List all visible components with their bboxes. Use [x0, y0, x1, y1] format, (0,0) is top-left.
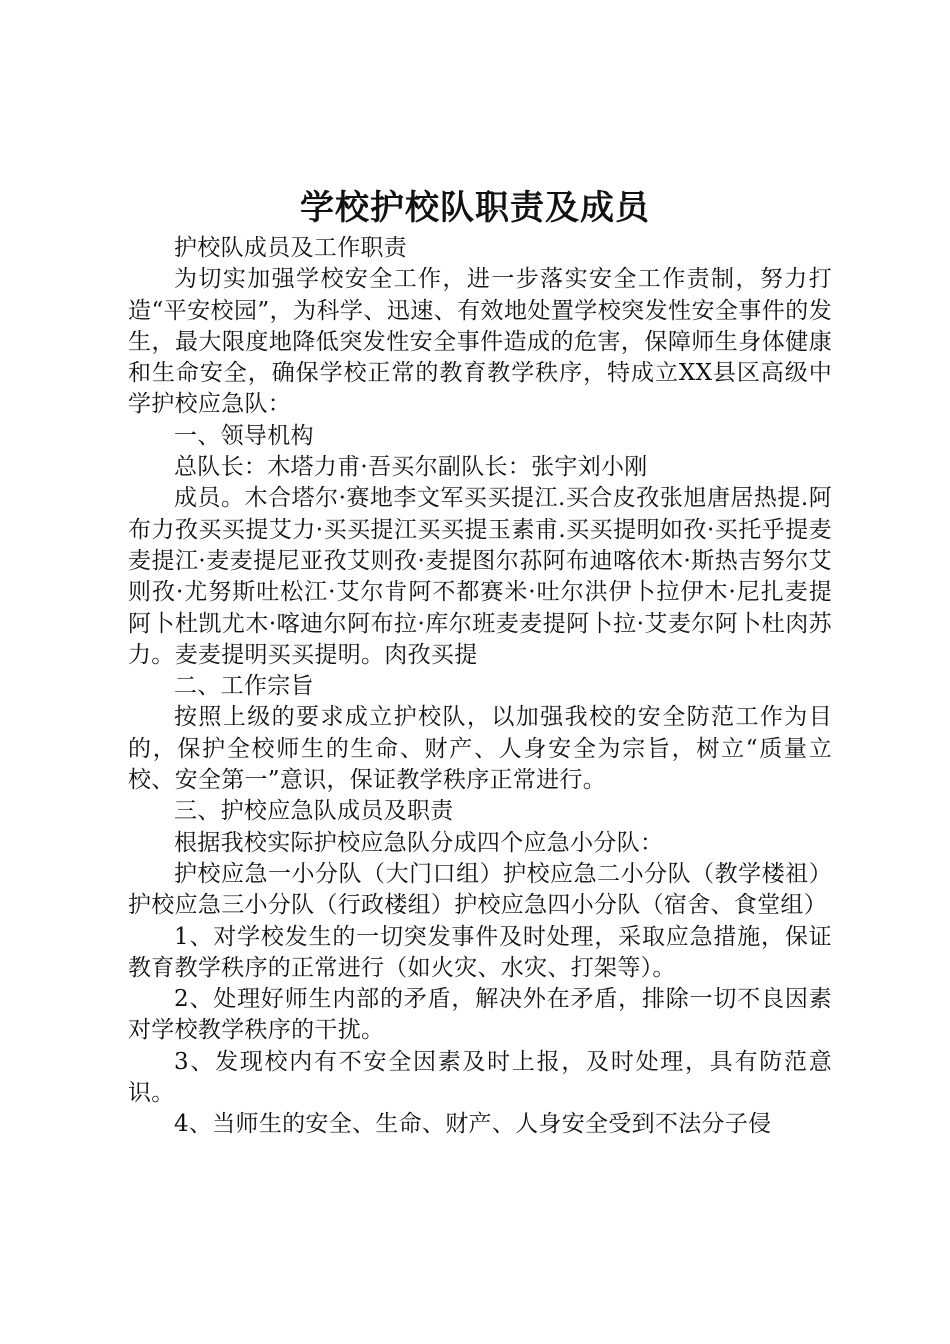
- paragraph-subtitle: 护校队成员及工作职责: [174, 235, 407, 261]
- section-heading-duties: 三、护校应急队成员及职责: [174, 798, 454, 825]
- duty-item-1: 1、对学校发生的一切突发事件及时处理，采取应急措施，保证教育教学秩序的正常进行（如火灾、水灾、打架等）。: [128, 923, 832, 981]
- duty-item-4: 4、当师生的安全、生命、财产、人身安全受到不法分子侵: [174, 1111, 772, 1138]
- paragraph-squads-intro: 根据我校实际护校应急队分成四个应急小分队：: [174, 829, 664, 856]
- paragraph-purpose: 按照上级的要求成立护校队，以加强我校的安全防范工作为目的，保护全校师生的生命、财产、人身安全为宗旨，树立“质量立校、安全第一”意识，保证教学秩序正常进行。: [128, 704, 832, 794]
- paragraph-leaders: 总队长：木塔力甫·吾买尔副队长：张宇刘小刚: [174, 454, 648, 481]
- paragraph-members: 成员。木合塔尔·赛地李文军买买提江.买合皮孜张旭唐居热提.阿布力孜买买提艾力·买买提江买买提玉素甫.买买提明如孜·买托乎提麦麦提江·麦麦提尼亚孜艾则孜·麦提图尔荪阿布迪喀依木·斯热吉努尔艾则孜·尤努斯吐松江·艾尔肯阿不都赛米·吐尔洪伊卜拉伊木·尼扎麦提阿卜杜凯尤木·喀迪尔阿布拉·库尔班麦麦提阿卜拉·艾麦尔阿卜杜肉苏力。麦麦提明买买提明。肉孜买提: [128, 485, 832, 668]
- paragraph-squads: 护校应急一小分队（大门口组）护校应急二小分队（教学楼祖）护校应急三小分队（行政楼组）护校应急四小分队（宿舍、食堂组）: [128, 860, 832, 919]
- section-heading-leadership: 一、领导机构: [174, 422, 314, 449]
- paragraph-intro: 为切实加强学校安全工作，进一步落实安全工作责制，努力打造“平安校园”，为科学、迅速、有效地处置学校突发性安全事件的发生，最大限度地降低突发性安全事件造成的危害，保障师生身体健康和生命安全，确保学校正常的教育教学秩序，特成立XX县区高级中学护校应急队：: [128, 266, 832, 418]
- document-title: 学校护校队职责及成员: [300, 188, 650, 228]
- document-body: [128, 233, 832, 1141]
- section-heading-purpose: 二、工作宗旨: [174, 673, 314, 700]
- duty-item-2: 2、处理好师生内部的矛盾，解决外在矛盾，排除一切不良因素对学校教学秩序的干扰。: [128, 986, 832, 1044]
- duty-item-3: 3、发现校内有不安全因素及时上报，及时处理，具有防范意识。: [128, 1048, 832, 1107]
